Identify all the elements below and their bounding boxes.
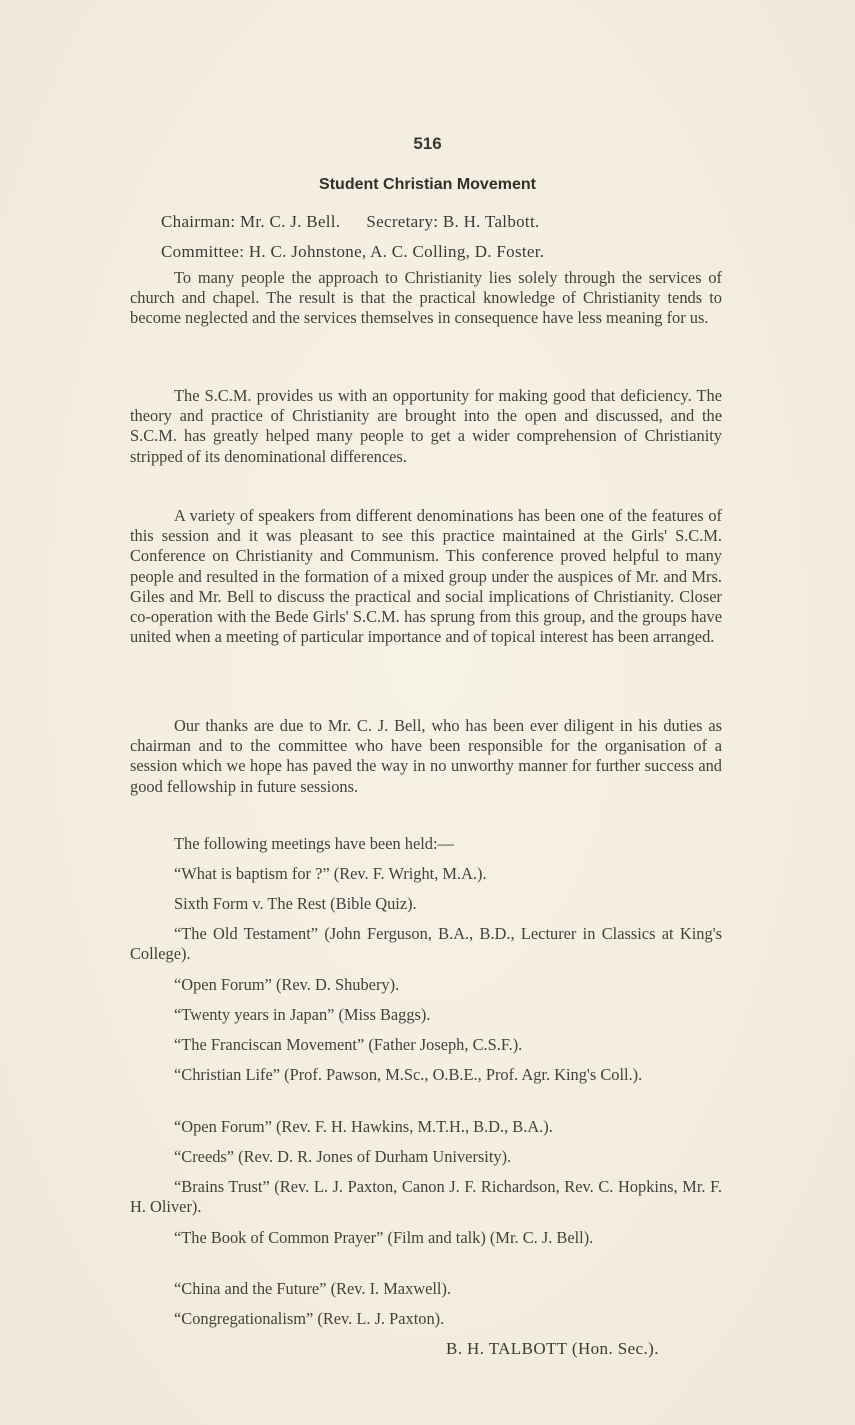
paragraph-3: [130, 506, 722, 647]
list-item: “Open Forum” (Rev. F. H. Hawkins, M.T.H., B.D., B.A.).: [174, 1117, 553, 1136]
list-item: “Christian Life” (Prof. Pawson, M.Sc., O.B.E., Prof. Agr. King's Coll.).: [174, 1065, 643, 1084]
paragraph-4: [130, 716, 722, 797]
paragraph-text: A variety of speakers from different denominations has been one of the features of this session and it was pleasant to see this practice maintained at the Girls' S.C.M. Conference on Christianity and Communism. This conference proved helpful to many people and resulted in the formation of a mixed group under the auspices of Mr. and Mrs. Giles and Mr. Bell to discuss the practical and social implications of Christianity. Closer co-operation with the Bede Girls' S.C.M. has sprung from this group, and the groups have united when a meeting of particular importance and of topical interest has been arranged.: [130, 506, 722, 647]
paragraph-text: The S.C.M. provides us with an opportunity for making good that deficiency. The theory and practice of Christianity are brought into the open and discussed, and the S.C.M. has greatly helped many people to get a wider comprehension of Christianity stripped of its denominational differences.: [130, 386, 722, 466]
officers-block: [161, 207, 731, 267]
paragraph-2: [130, 386, 722, 467]
paragraph-text: Our thanks are due to Mr. C. J. Bell, who has been ever diligent in his duties as chairman and to the committee who have been responsible for the organisation of a session which we hope has paved the way in no unworthy manner for further success and good fellowship in future sessions.: [130, 716, 722, 796]
list-item: “The Franciscan Movement” (Father Joseph, C.S.F.).: [174, 1035, 523, 1054]
page-title: Student Christian Movement: [319, 176, 536, 193]
list-item: “What is baptism for ?” (Rev. F. Wright, M.A.).: [174, 864, 487, 883]
list-item: “The Old Testament” (John Ferguson, B.A., B.D., Lecturer in Classics at King's College).: [130, 924, 722, 964]
signature: B. H. TALBOTT (Hon. Sec.).: [446, 1339, 659, 1358]
list-item: “The Book of Common Prayer” (Film and talk) (Mr. C. J. Bell).: [174, 1228, 594, 1247]
list-item: Sixth Form v. The Rest (Bible Quiz).: [174, 894, 417, 913]
paragraph-text: To many people the approach to Christianity lies solely through the services of church and chapel. The result is that the practical knowledge of Christianity tends to become neglected and the services themselves in consequence have less meaning for us.: [130, 268, 722, 328]
chairman-text: Chairman: Mr. C. J. Bell.: [161, 212, 341, 231]
list-item: “Congregationalism” (Rev. L. J. Paxton).: [174, 1309, 445, 1328]
committee-text: Committee: H. C. Johnstone, A. C. Colling, D. Foster.: [161, 242, 545, 261]
list-item: “Twenty years in Japan” (Miss Baggs).: [174, 1005, 431, 1024]
list-item: “Brains Trust” (Rev. L. J. Paxton, Canon J. F. Richardson, Rev. C. Hopkins, Mr. F. H. Oliver).: [130, 1177, 722, 1217]
officers-row: [161, 207, 731, 237]
list-item: “China and the Future” (Rev. I. Maxwell).: [174, 1279, 452, 1298]
list-item: “Open Forum” (Rev. D. Shubery).: [174, 975, 400, 994]
paragraph-1: [130, 268, 722, 329]
page-number: 516: [413, 134, 442, 153]
list-item: “Creeds” (Rev. D. R. Jones of Durham University).: [174, 1147, 512, 1166]
secretary-text: Secretary: B. H. Talbott.: [366, 212, 540, 231]
meetings-intro: The following meetings have been held:—: [174, 834, 454, 853]
